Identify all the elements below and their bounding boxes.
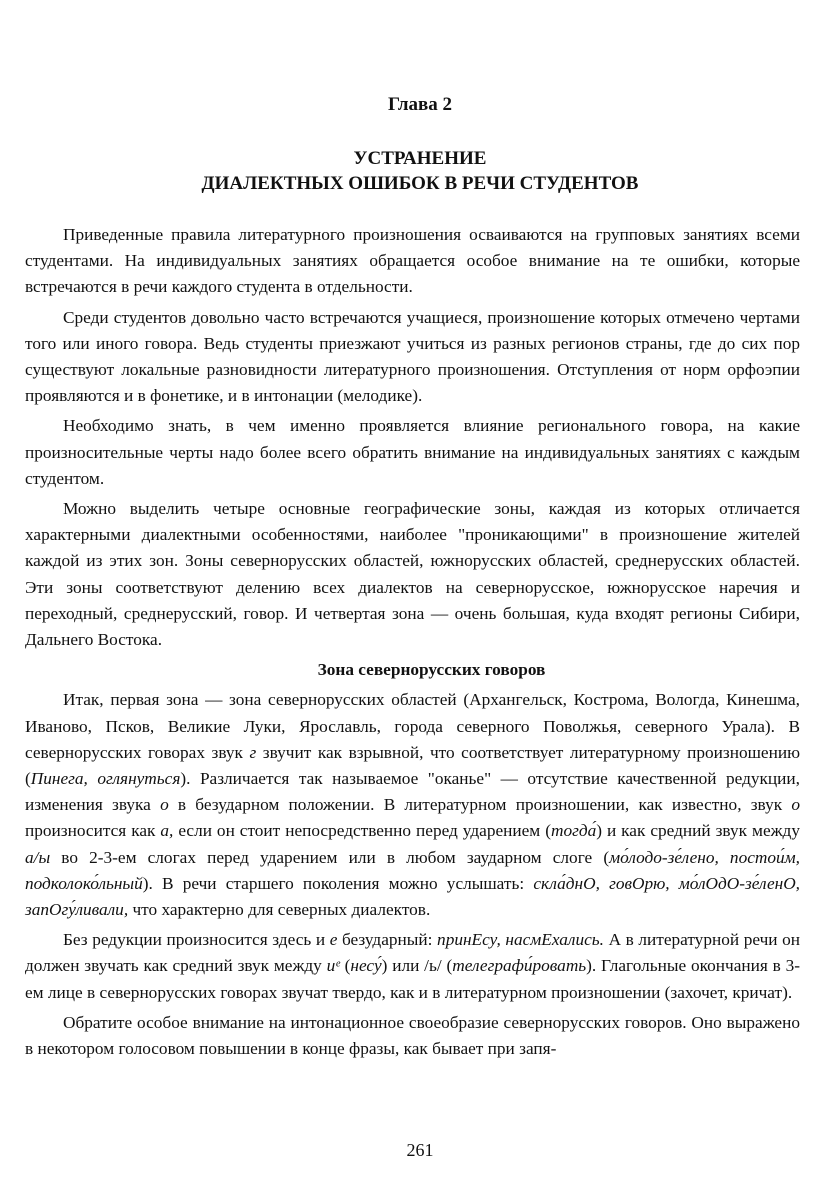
- p5-text-e: ). Различается так называемое "оканье" — отсутствие качественной редукции, изменения звука: [25, 769, 800, 815]
- section-heading: Зона севернорусских говоров: [317, 660, 546, 680]
- paragraph-5: [25, 687, 800, 923]
- p5-italic-b: г: [249, 742, 257, 762]
- body-text: [25, 222, 800, 1066]
- p6-text-i: ) или /ь/ (: [381, 956, 453, 976]
- p5-italic-d: Пинега, оглянуться: [30, 769, 181, 789]
- chapter-title-line-1: УСТРАНЕНИЕ: [353, 148, 487, 169]
- page-number: 261: [406, 1140, 434, 1160]
- paragraph-4: Можно выделить четыре основные географические зоны, каждая из которых отличается характерными диалектными особенностями, наиболее "проникающими" в произношение жителей каждой из этих зон. Зоны севернорусских областей, южнорусских областей, среднерусских областей. Эти зоны соответствуют делению всех диалектов на севернорусское, южнорусское наречия и переходный, среднерусский, говор. И четвертая зона — очень большая, куда входят регионы Сибири, Дальнего Востока.: [25, 499, 800, 650]
- p5-italic-n: а/ы: [25, 847, 51, 867]
- paragraph-3: Необходимо знать, в чем именно проявляется влияние регионального говора, на какие произносительные черты надо более всего обратить внимание на индивидуальных занятиях с каждым студентом.: [25, 416, 800, 488]
- p5-text-g: в безударном положении. В литературном произношении, как известно, звук: [168, 795, 792, 815]
- p5-text-i: произносится как: [25, 821, 161, 841]
- chapter-title: [0, 146, 840, 196]
- p6-text-g: (: [339, 956, 351, 976]
- p5-italic-p: мо́лодо-зе́лено, постои́м, подколоко́льный: [25, 847, 800, 893]
- p6-text-e: А в литературной речи он должен звучать как средний звук между: [25, 930, 800, 976]
- p6-text-c: безударный:: [337, 930, 438, 950]
- paragraph-2: Среди студентов довольно часто встречаются учащиеся, произношение которых отмечено чертами того или иного говора. Ведь студенты приезжают учиться из разных регионов страны, где до сих пор существуют локальные разновидности литературного произношения. Отступления от норм орфоэпии проявляются и в фонетике, и в интонации (мелодике).: [25, 307, 800, 406]
- p6-text-a: Без редукции произносится здесь и: [63, 930, 330, 950]
- paragraph-7: Обратите особое внимание на интонационное своеобразие севернорусских говоров. Оно выражено в некотором голосовом повышении в конце фразы, как бывает при запя-: [25, 1012, 800, 1059]
- p5-text-a: Итак, первая зона — зона севернорусских областей (Архангельск, Кострома, Вологда, Кинешма, Иваново, Псков, Великие Луки, Ярославль, города северного Поволжья, северного Урала). В севернорусских говорах звук: [25, 690, 800, 762]
- paragraph-1: Приведенные правила литературного произношения осваиваются на групповых занятиях всеми студентами. На индивидуальных занятиях обращается особое внимание на те ошибки, которые встречаются в речи каждого студента в отдельности.: [25, 225, 800, 297]
- p5-text-o: во 2-3-ем слогах перед ударением или в любом заударном слоге (: [50, 847, 610, 867]
- p6-italic-f: иᵉ: [326, 956, 340, 976]
- p5-italic-f: о: [160, 795, 169, 815]
- p6-italic-d: принЕсу, насмЕхались.: [437, 930, 604, 950]
- paragraph-6: [25, 927, 800, 1006]
- p5-text-c: звучит как взрывной, что соответствует литературному произношению (: [25, 742, 800, 789]
- p5-text-q: ). В речи старшего поколения можно услышать:: [142, 873, 534, 893]
- p5-italic-l: тогда́: [550, 821, 597, 841]
- p6-italic-j: телеграфи́ровать: [452, 956, 587, 976]
- p5-italic-j: а,: [160, 821, 174, 841]
- p5-italic-r: скла́днО, говОрю, мо́лОдО-зе́ленО, запОгу́ливали,: [25, 873, 800, 920]
- p5-text-s: что характерно для северных диалектов.: [128, 900, 431, 920]
- p5-italic-h: о: [791, 795, 801, 815]
- p5-text-k: если он стоит непосредственно перед ударением (: [173, 821, 551, 841]
- p6-text-k: ). Глагольные окончания в 3-ем лице в севернорусских говорах звучат твердо, как и в литературном произношении (захочет, кричат).: [25, 956, 801, 1002]
- p5-text-m: ) и как средний звук между: [596, 821, 800, 841]
- p6-italic-b: е: [329, 930, 338, 950]
- chapter-title-line-2: ДИАЛЕКТНЫХ ОШИБОК В РЕЧИ СТУДЕНТОВ: [201, 173, 639, 194]
- p6-italic-h: несу́: [350, 956, 382, 976]
- chapter-label: Глава 2: [387, 94, 453, 115]
